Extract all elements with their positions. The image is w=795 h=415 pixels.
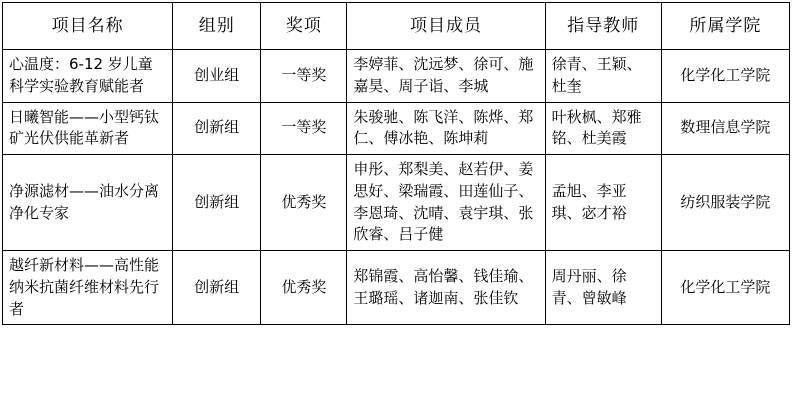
table-body (3, 50, 790, 325)
column-header-members: 项目成员 (347, 3, 545, 50)
column-header-group: 组别 (173, 3, 261, 50)
cell-college: 化学化工学院 (661, 50, 789, 103)
cell-members: 申彤、郑梨美、赵若伊、姜思好、梁瑞霞、田莲仙子、李恩琦、沈晴、袁宇琪、张欣睿、吕子健 (347, 155, 545, 251)
table-row (3, 155, 790, 251)
cell-teachers: 徐青、王颖、杜奎 (545, 50, 661, 103)
cell-group: 创新组 (173, 102, 261, 155)
cell-teachers: 周丹丽、徐青、曾敏峰 (545, 251, 661, 325)
cell-members: 李婷菲、沈远梦、徐可、施嘉昊、周子诣、李城 (347, 50, 545, 103)
column-header-teachers: 指导教师 (545, 3, 661, 50)
cell-project-name: 越纤新材料——高性能纳米抗菌纤维材料先行者 (3, 251, 173, 325)
column-header-college: 所属学院 (661, 3, 789, 50)
cell-award: 优秀奖 (261, 251, 347, 325)
cell-group: 创业组 (173, 50, 261, 103)
cell-college: 化学化工学院 (661, 251, 789, 325)
table-header-row (3, 3, 790, 50)
cell-award: 一等奖 (261, 50, 347, 103)
column-header-project-name: 项目名称 (3, 3, 173, 50)
table-header (3, 3, 790, 50)
cell-project-name: 日曦智能——小型钙钛矿光伏供能革新者 (3, 102, 173, 155)
cell-project-name: 净源滤材——油水分离净化专家 (3, 155, 173, 251)
table-row (3, 50, 790, 103)
cell-group: 创新组 (173, 155, 261, 251)
cell-teachers: 孟旭、李亚琪、宓才裕 (545, 155, 661, 251)
table-row (3, 102, 790, 155)
column-header-award: 奖项 (261, 3, 347, 50)
cell-members: 朱骏驰、陈飞洋、陈烨、郑仁、傅冰艳、陈坤莉 (347, 102, 545, 155)
cell-members: 郑锦霞、高怡馨、钱佳瑜、王璐瑶、诸迦南、张佳钦 (347, 251, 545, 325)
award-table (2, 2, 790, 325)
cell-award: 一等奖 (261, 102, 347, 155)
cell-teachers: 叶秋枫、郑雅铭、杜美霞 (545, 102, 661, 155)
cell-project-name: 心温度：6-12 岁儿童科学实验教育赋能者 (3, 50, 173, 103)
table-row (3, 251, 790, 325)
cell-college: 纺织服装学院 (661, 155, 789, 251)
cell-award: 优秀奖 (261, 155, 347, 251)
cell-group: 创新组 (173, 251, 261, 325)
cell-college: 数理信息学院 (661, 102, 789, 155)
